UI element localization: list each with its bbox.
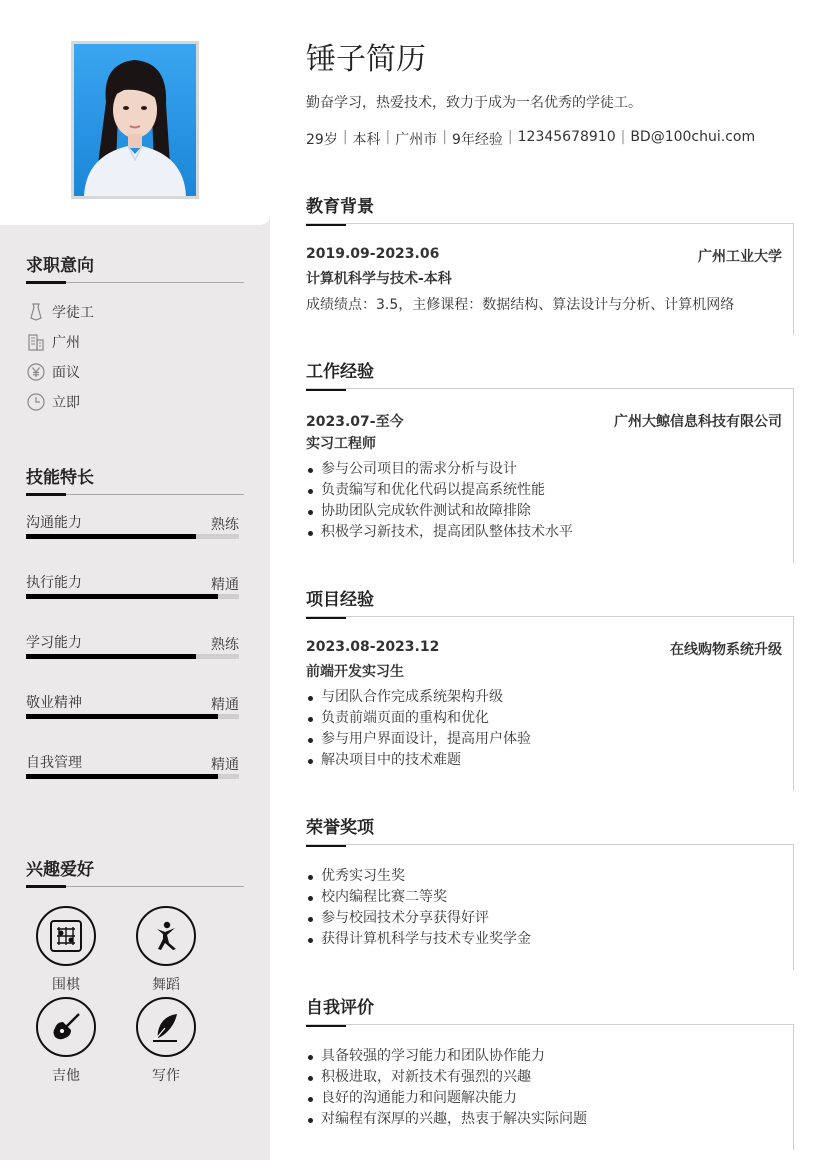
project-entry-head bbox=[306, 639, 793, 661]
list-item: 参与公司项目的需求分析与设计 bbox=[306, 459, 793, 480]
work-section bbox=[306, 388, 794, 563]
education-section bbox=[306, 223, 794, 335]
email: BD@100chui.com bbox=[630, 129, 756, 145]
intent-item-availability: 立即 bbox=[26, 391, 80, 413]
skill-level: 精通 bbox=[211, 577, 239, 593]
summary-text: 勤奋学习，热爱技术，致力于成为一名优秀的学徒工。 bbox=[306, 95, 642, 111]
hobby-label: 围棋 bbox=[52, 977, 80, 993]
project-name: 在线购物系统升级 bbox=[670, 642, 782, 658]
skill-level: 熟练 bbox=[211, 517, 239, 533]
education-section-title: 教育背景 bbox=[306, 192, 374, 226]
work-company: 广州大鲸信息科技有限公司 bbox=[614, 414, 782, 430]
skill-item bbox=[26, 752, 239, 792]
list-item: 负责编写和优化代码以提高系统性能 bbox=[306, 480, 793, 501]
intent-item-salary: 面议 bbox=[26, 361, 80, 383]
tie-icon bbox=[26, 302, 46, 322]
list-item: 协助团队完成软件测试和故障排除 bbox=[306, 501, 793, 522]
education-major: 计算机科学与技术-本科 bbox=[306, 271, 452, 287]
self-eval-section bbox=[306, 1024, 794, 1150]
list-item: 参与用户界面设计，提高用户体验 bbox=[306, 729, 793, 750]
skill-item bbox=[26, 632, 239, 672]
list-item: 具备较强的学习能力和团队协作能力 bbox=[306, 1046, 793, 1067]
project-role: 前端开发实习生 bbox=[306, 664, 404, 680]
clock-icon bbox=[26, 392, 46, 412]
hobby-item bbox=[36, 997, 96, 1085]
skill-bar bbox=[26, 714, 239, 719]
work-entry-head bbox=[306, 411, 793, 433]
hobby-item bbox=[36, 906, 96, 994]
skill-item bbox=[26, 512, 239, 552]
skill-bar-fill bbox=[26, 594, 218, 599]
skill-name: 沟通能力 bbox=[26, 515, 82, 531]
list-item: 解决项目中的技术难题 bbox=[306, 750, 793, 771]
honors-section-title: 荣誉奖项 bbox=[306, 813, 374, 847]
hobby-item bbox=[136, 997, 196, 1085]
list-item: 积极进取，对新技术有强烈的兴趣 bbox=[306, 1067, 793, 1088]
hobby-item bbox=[136, 906, 196, 994]
skill-bar-fill bbox=[26, 654, 196, 659]
candidate-name: 锤子简历 bbox=[306, 42, 426, 77]
list-item: 参与校园技术分享获得好评 bbox=[306, 908, 793, 929]
intent-section-title: 求职意向 bbox=[26, 251, 244, 283]
age: 29岁 bbox=[306, 132, 338, 148]
feather-pen-icon bbox=[136, 997, 196, 1057]
list-item: 负责前端页面的重构和优化 bbox=[306, 708, 793, 729]
work-role: 实习工程师 bbox=[306, 436, 376, 452]
work-date: 2023.07-至今 bbox=[306, 414, 404, 430]
hobby-label: 写作 bbox=[152, 1068, 180, 1084]
hobby-label: 舞蹈 bbox=[152, 977, 180, 993]
phone: 12345678910 bbox=[517, 129, 616, 145]
skill-bar bbox=[26, 654, 239, 659]
list-item: 与团队合作完成系统架构升级 bbox=[306, 687, 793, 708]
project-bullets bbox=[306, 687, 793, 771]
skill-name: 自我管理 bbox=[26, 755, 82, 771]
skill-name: 学习能力 bbox=[26, 635, 82, 651]
skill-bar-fill bbox=[26, 714, 218, 719]
skill-level: 精通 bbox=[211, 757, 239, 773]
contact-info: 29岁 | 本科 | 广州市 | 9年经验 | 12345678910 | BD@100chui.com bbox=[306, 129, 756, 148]
education-entry-head bbox=[306, 246, 793, 268]
skill-bar bbox=[26, 594, 239, 599]
education-school: 广州工业大学 bbox=[698, 249, 782, 265]
skill-level: 熟练 bbox=[211, 637, 239, 653]
list-item: 优秀实习生奖 bbox=[306, 866, 793, 887]
project-section-title: 项目经验 bbox=[306, 585, 374, 619]
list-item: 对编程有深厚的兴趣，热衷于解决实际问题 bbox=[306, 1109, 793, 1130]
list-item: 校内编程比赛二等奖 bbox=[306, 887, 793, 908]
list-item: 获得计算机科学与技术专业奖学金 bbox=[306, 929, 793, 950]
photo-card bbox=[0, 0, 270, 225]
yen-icon bbox=[26, 362, 46, 382]
skill-name: 执行能力 bbox=[26, 575, 82, 591]
hobby-label: 吉他 bbox=[52, 1068, 80, 1084]
skills-section-title: 技能特长 bbox=[26, 463, 244, 495]
education-date: 2019.09-2023.06 bbox=[306, 246, 440, 262]
skill-bar-fill bbox=[26, 534, 196, 539]
experience-years: 9年经验 bbox=[451, 132, 503, 148]
go-board-icon bbox=[36, 906, 96, 966]
building-icon bbox=[26, 332, 46, 352]
honors-bullets bbox=[306, 866, 793, 950]
hobbies-section-title: 兴趣爱好 bbox=[26, 855, 244, 887]
intent-item-position: 学徒工 bbox=[26, 301, 94, 323]
list-item: 良好的沟通能力和问题解决能力 bbox=[306, 1088, 793, 1109]
self-eval-section-title: 自我评价 bbox=[306, 993, 374, 1027]
education-detail: 成绩绩点：3.5，主修课程：数据结构、算法设计与分析、计算机网络 bbox=[306, 297, 735, 313]
project-section bbox=[306, 616, 794, 791]
skill-bar bbox=[26, 534, 239, 539]
skill-bar-fill bbox=[26, 774, 218, 779]
degree: 本科 bbox=[352, 132, 381, 148]
dancer-icon bbox=[136, 906, 196, 966]
work-bullets bbox=[306, 459, 793, 543]
guitar-icon bbox=[36, 997, 96, 1057]
self-eval-bullets bbox=[306, 1046, 793, 1130]
skill-level: 精通 bbox=[211, 697, 239, 713]
project-date: 2023.08-2023.12 bbox=[306, 639, 440, 655]
skill-bar bbox=[26, 774, 239, 779]
skill-item bbox=[26, 692, 239, 732]
skill-name: 敬业精神 bbox=[26, 695, 82, 711]
list-item: 积极学习新技术，提高团队整体技术水平 bbox=[306, 522, 793, 543]
skill-item bbox=[26, 572, 239, 612]
city: 广州市 bbox=[395, 132, 438, 148]
honors-section bbox=[306, 844, 794, 970]
work-section-title: 工作经验 bbox=[306, 357, 374, 391]
intent-item-city: 广州 bbox=[26, 331, 80, 353]
profile-photo bbox=[71, 41, 199, 199]
